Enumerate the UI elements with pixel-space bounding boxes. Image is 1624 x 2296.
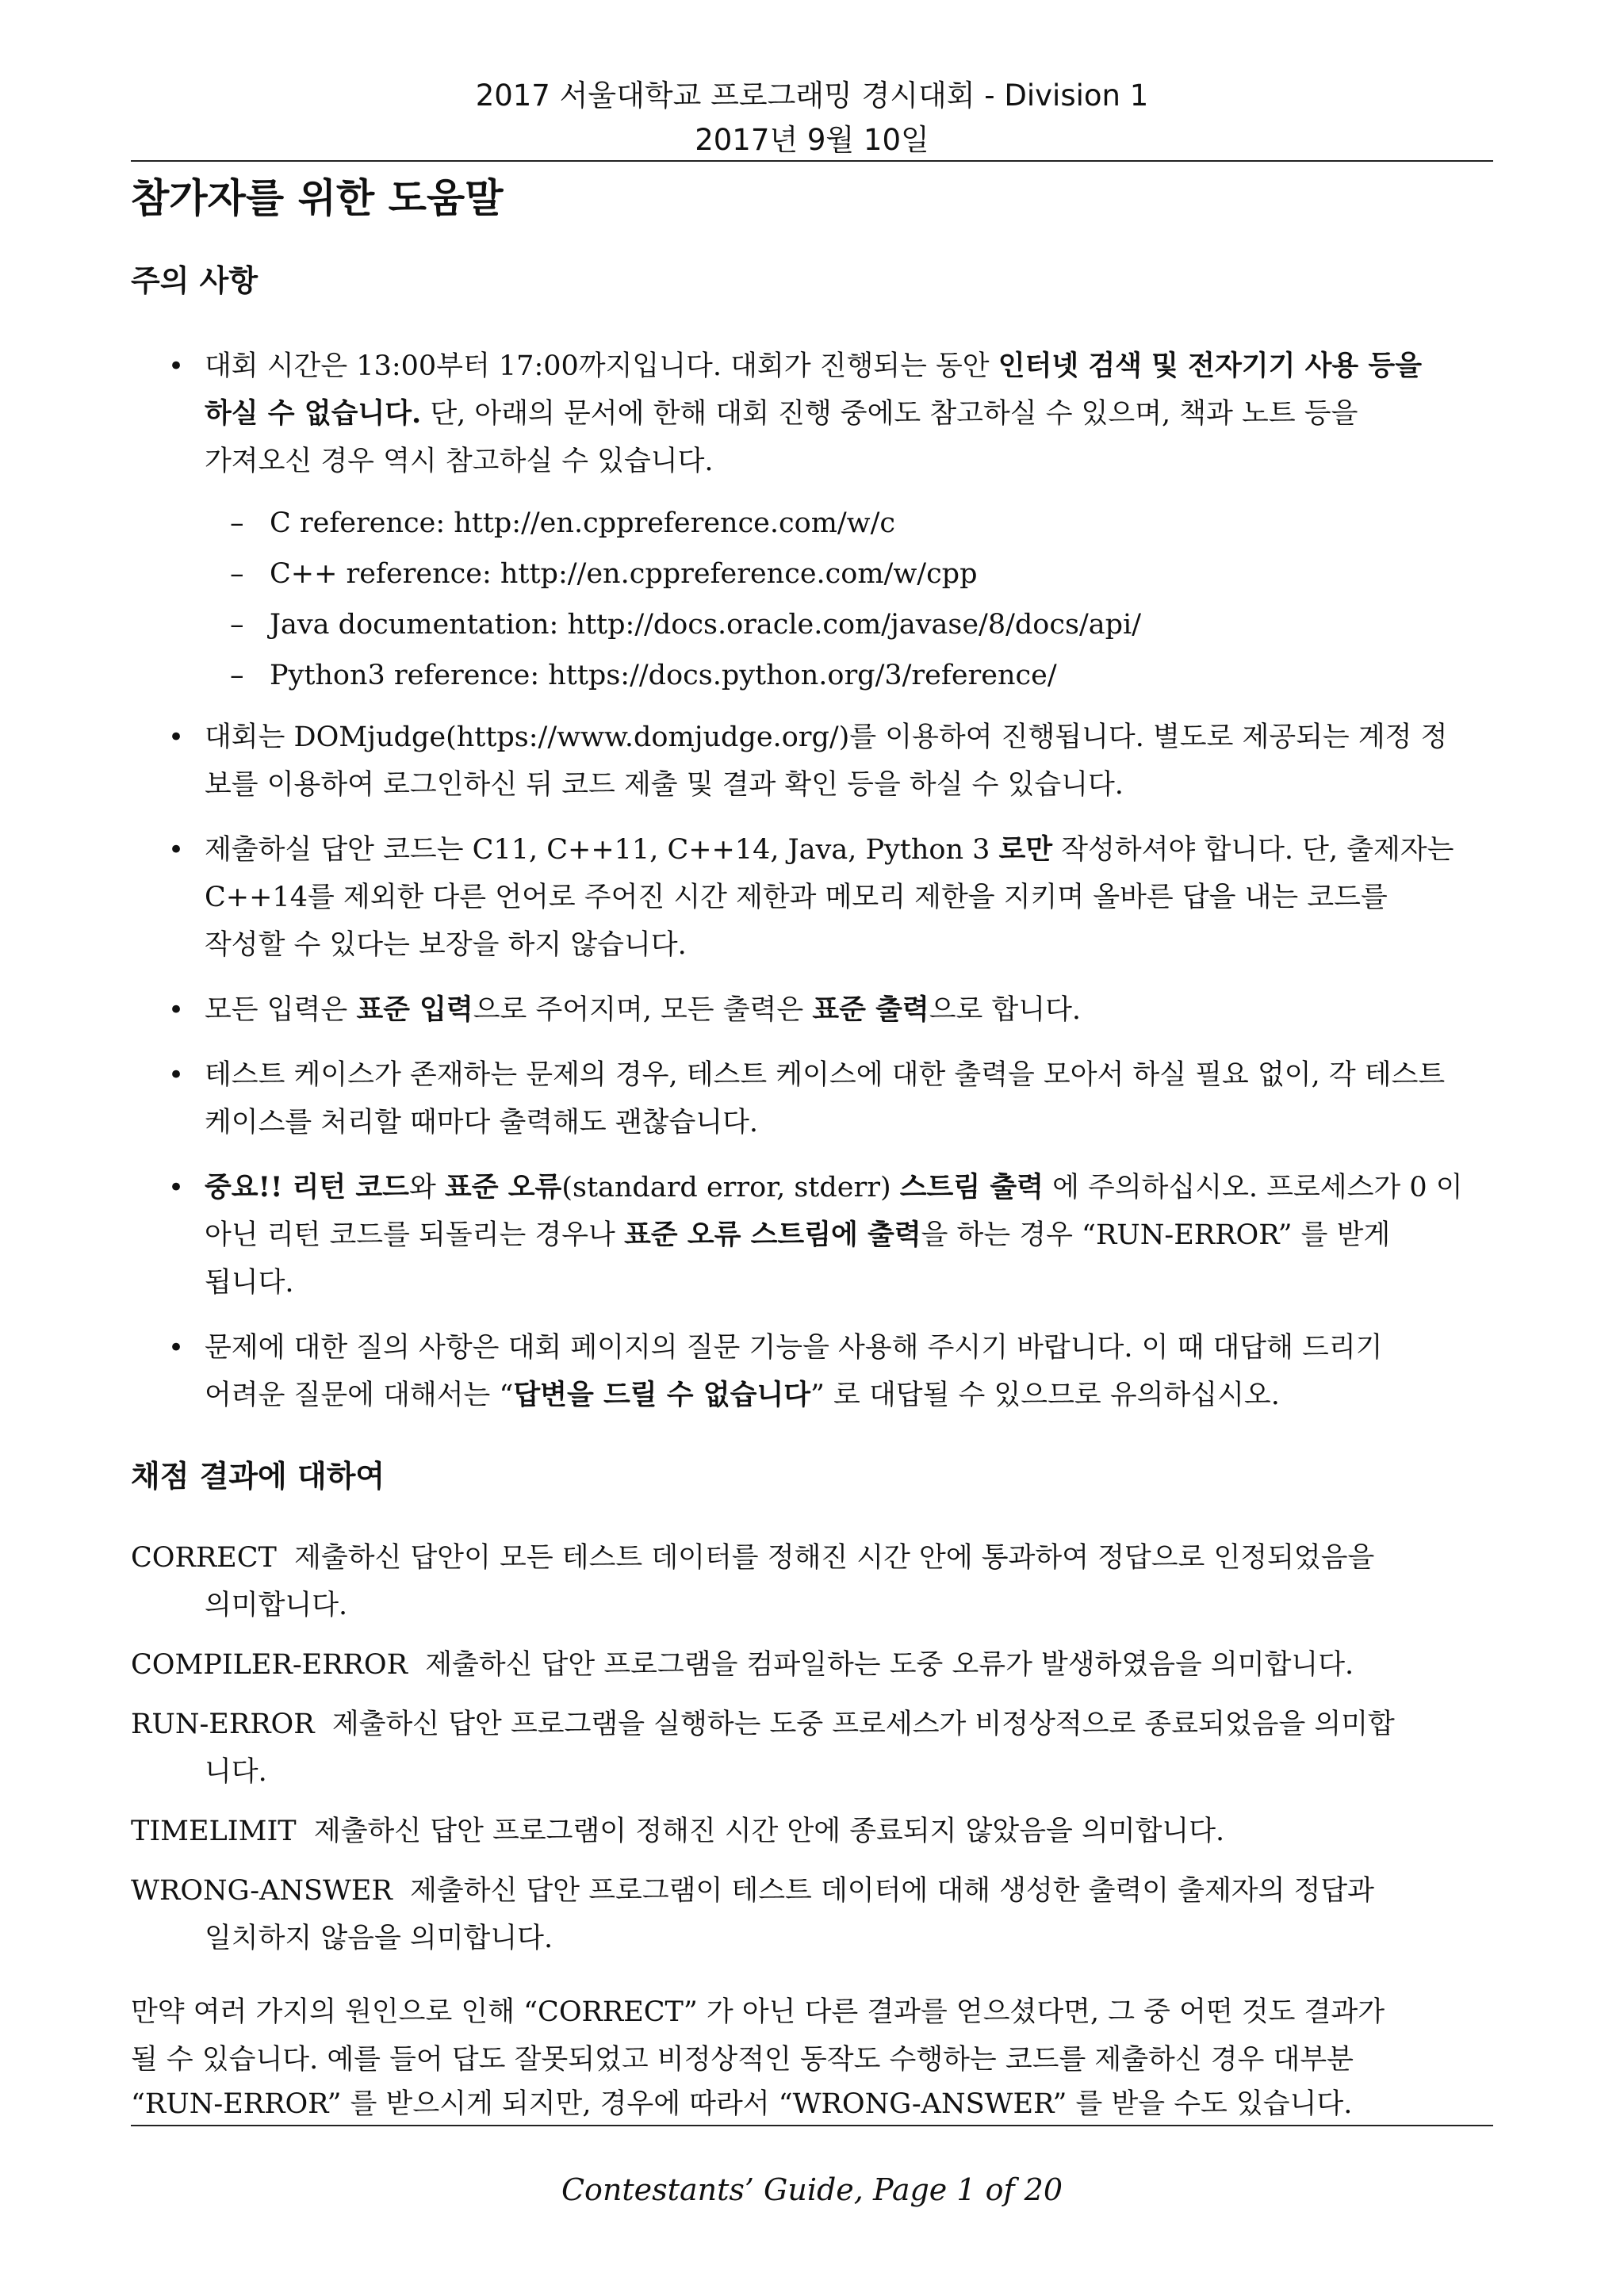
dash-marker: – xyxy=(230,660,244,691)
section-heading-notice: 주의 사항 xyxy=(131,263,259,298)
notice-bullet-2-line-2: 보를 이용하여 로그인하신 뒤 코드 제출 및 결과 확인 등을 하실 수 있습니다. xyxy=(205,769,1124,801)
notice-bullet-5-line-2: 케이스를 처리할 때마다 출력해도 괜찮습니다. xyxy=(205,1107,759,1138)
notice-bullet-4-line-1: 모든 입력은 표준 입력으로 주어지며, 모든 출력은 표준 출력으로 합니다. xyxy=(205,993,1082,1026)
notice-bullet-6-line-1: 중요!! 리턴 코드와 표준 오류(standard error, stderr) 스트림 출력 에 주의하십시오. 프로세스가 0 이 xyxy=(205,1171,1463,1203)
notice-bullet-6-line-3: 됩니다. xyxy=(205,1267,294,1299)
notice-bullet-3-line-3: 작성할 수 있다는 보장을 하지 않습니다. xyxy=(205,929,687,961)
result-time-line-1: TIMELIMIT 제출하신 답안 프로그램이 정해진 시간 안에 종료되지 않았음을 의미합니다. xyxy=(131,1816,1225,1847)
notice-bullet-5-line-1: 테스트 케이스가 존재하는 문제의 경우, 테스트 케이스에 대한 출력을 모아서 하실 필요 없이, 각 테스트 xyxy=(205,1059,1446,1091)
result-run-line-2: 니다. xyxy=(205,1756,267,1788)
result-term-timelimit: TIMELIMIT xyxy=(131,1816,297,1847)
result-term-correct: CORRECT xyxy=(131,1542,277,1574)
reference-item: C reference: http://en.cppreference.com/w/c xyxy=(270,507,896,539)
bullet-marker: • xyxy=(168,721,185,753)
result-run-line-1: RUN-ERROR 제출하신 답안 프로그램을 실행하는 도중 프로세스가 비정상적으로 종료되었음을 의미합 xyxy=(131,1709,1395,1740)
reference-item: Java documentation: http://docs.oracle.com/javase/8/docs/api/ xyxy=(270,609,1141,641)
bullet-marker: • xyxy=(168,1172,185,1203)
notice-bullet-3-line-2: C++14를 제외한 다른 언어로 주어진 시간 제한과 메모리 제한을 지키며 올바른 답을 내는 코드를 xyxy=(205,882,1388,913)
header-contest-title: 2017 서울대학교 프로그래밍 경시대회 - Division 1 xyxy=(475,78,1149,113)
dash-marker: – xyxy=(230,507,244,539)
page-title: 참가자를 위한 도움말 xyxy=(131,175,504,221)
notice-bullet-2-line-1: 대회는 DOMjudge(https://www.domjudge.org/)를 이용하여 진행됩니다. 별도로 제공되는 계정 정 xyxy=(205,721,1448,753)
notice-bullet-1-line-1: 대회 시간은 13:00부터 17:00까지입니다. 대회가 진행되는 동안 인터넷 검색 및 전자기기 사용 등을 xyxy=(205,350,1423,382)
bullet-marker: • xyxy=(168,994,185,1026)
reference-item: Python3 reference: https://docs.python.org/3/reference/ xyxy=(270,660,1057,691)
result-compile-line-1: COMPILER-ERROR 제출하신 답안 프로그램을 컴파일하는 도중 오류가 발생하였음을 의미합니다. xyxy=(131,1649,1354,1681)
notice-bullet-1-line-2: 하실 수 없습니다. 단, 아래의 문서에 한해 대회 진행 중에도 참고하실 수 있으며, 책과 노트 등을 xyxy=(205,397,1358,430)
result-correct-line-2: 의미합니다. xyxy=(205,1590,348,1621)
result-wrong-line-1: WRONG-ANSWER 제출하신 답안 프로그램이 테스트 데이터에 대해 생성한 출력이 출제자의 정답과 xyxy=(131,1875,1374,1907)
result-term-compiler-error: COMPILER-ERROR xyxy=(131,1649,408,1681)
notice-bullet-7-line-1: 문제에 대한 질의 사항은 대회 페이지의 질문 기능을 사용해 주시기 바랍니다. 이 때 대답해 드리기 xyxy=(205,1332,1383,1364)
closing-paragraph-line-2: 될 수 있습니다. 예를 들어 답도 잘못되었고 비정상적인 동작도 수행하는 코드를 제출하신 경우 대부분 xyxy=(131,2044,1354,2076)
result-correct-line-1: CORRECT 제출하신 답안이 모든 테스트 데이터를 정해진 시간 안에 통과하여 정답으로 인정되었음을 xyxy=(131,1542,1375,1574)
reference-item: C++ reference: http://en.cppreference.com/w/cpp xyxy=(270,558,978,590)
bullet-marker: • xyxy=(168,350,185,382)
result-term-run-error: RUN-ERROR xyxy=(131,1709,315,1740)
header-rule xyxy=(131,160,1493,162)
footer-rule xyxy=(131,2125,1493,2126)
closing-paragraph-line-3: “RUN-ERROR” 를 받으시게 되지만, 경우에 따라서 “WRONG-ANSWER” 를 받을 수도 있습니다. xyxy=(131,2088,1353,2120)
bullet-marker: • xyxy=(168,834,185,866)
notice-bullet-6-line-2: 아닌 리턴 코드를 되돌리는 경우나 표준 오류 스트림에 출력을 하는 경우 “RUN-ERROR” 를 받게 xyxy=(205,1219,1391,1251)
notice-bullet-7-line-2: 어려운 질문에 대해서는 “답변을 드릴 수 없습니다” 로 대답될 수 있으므로 유의하십시오. xyxy=(205,1379,1280,1411)
result-term-wrong-answer: WRONG-ANSWER xyxy=(131,1875,393,1907)
bullet-marker: • xyxy=(168,1059,185,1091)
closing-paragraph-line-1: 만약 여러 가지의 원인으로 인해 “CORRECT” 가 아닌 다른 결과를 얻으셨다면, 그 중 어떤 것도 결과가 xyxy=(131,1996,1385,2028)
footer-page-label: Contestants’ Guide, Page 1 of 20 xyxy=(561,2172,1063,2207)
dash-marker: – xyxy=(230,558,244,590)
notice-bullet-3-line-1: 제출하실 답안 코드는 C11, C++11, C++14, Java, Python 3 로만 작성하셔야 합니다. 단, 출제자는 xyxy=(205,833,1454,866)
dash-marker: – xyxy=(230,609,244,641)
header-date: 2017년 9월 10일 xyxy=(695,123,929,157)
bullet-marker: • xyxy=(168,1332,185,1364)
result-wrong-line-2: 일치하지 않음을 의미합니다. xyxy=(205,1923,553,1954)
section-heading-results: 채점 결과에 대하여 xyxy=(131,1459,385,1494)
notice-bullet-1-line-3: 가져오신 경우 역시 참고하실 수 있습니다. xyxy=(205,446,714,477)
